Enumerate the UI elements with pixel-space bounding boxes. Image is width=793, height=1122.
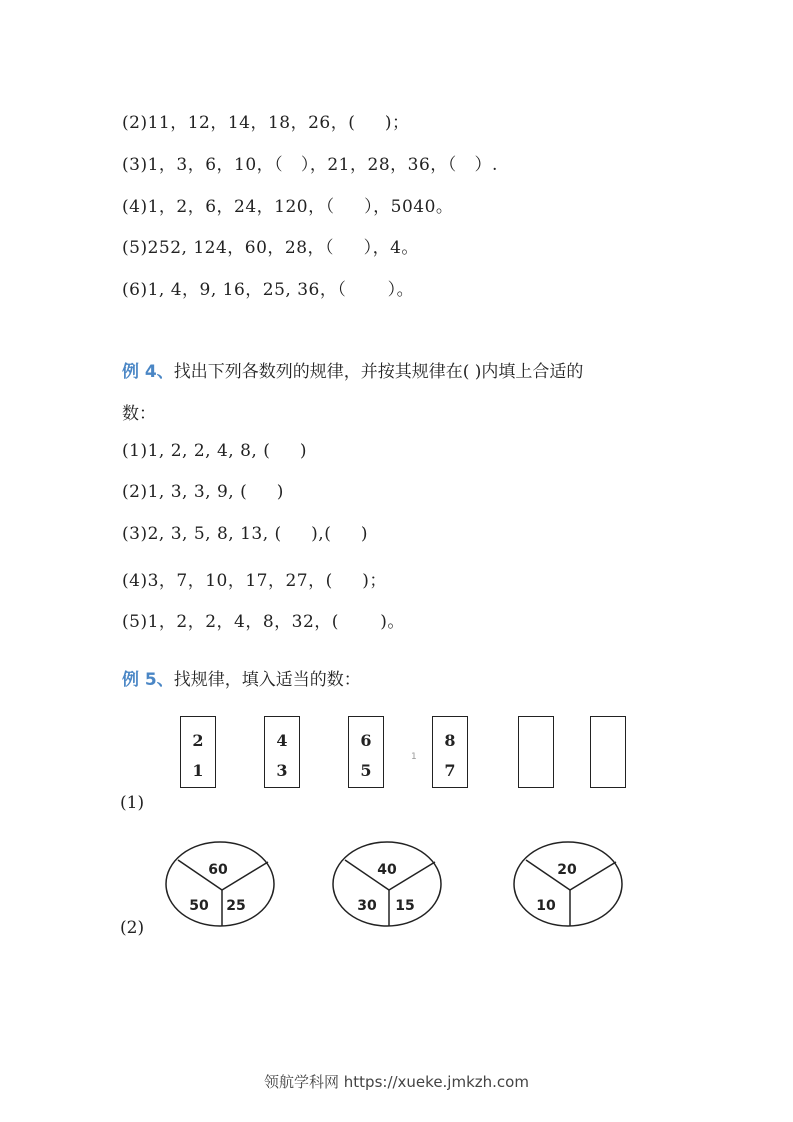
circle-left-number: 10 [536, 898, 556, 914]
circle-outline [166, 842, 274, 926]
circle-diagrams [160, 840, 640, 932]
box-bottom-number: 5 [360, 761, 372, 780]
circle-diagram-3 [514, 842, 622, 926]
number-box [348, 716, 384, 788]
example-4-label: 例 4、 [122, 362, 174, 382]
empty-box [518, 716, 554, 788]
sequence-line-3: (3)1，3，6，10，（ ），21，28，36，（ ）. [122, 155, 498, 175]
number-box [432, 716, 468, 788]
circle-top-number: 40 [377, 862, 397, 878]
part-2-label: (2) [120, 918, 145, 938]
sequence-line-5: (5)252, 124，60，28，（ ），4。 [122, 238, 419, 258]
example-4-item-2: (2)1, 3, 3, 9, ( ) [122, 482, 284, 502]
number-box [264, 716, 300, 788]
example-4-text-cont: 数： [122, 404, 156, 424]
example-5-text: 找规律，填入适当的数： [173, 670, 361, 690]
footer-watermark: 领航学科网 https://xueke.jmkzh.com [264, 1073, 529, 1091]
example-4-item-3: (3)2, 3, 5, 8, 13, ( ),( ) [122, 524, 368, 544]
example-4-item-4: (4)3，7，10，17，27，( )； [122, 571, 387, 591]
circle-top-number: 60 [208, 862, 228, 878]
circle-right-number: 15 [395, 898, 415, 914]
stray-mark: 1 [411, 752, 417, 762]
box-bottom-number: 1 [192, 761, 204, 780]
box-bottom-number: 3 [276, 761, 288, 780]
box-top-number: 2 [192, 731, 204, 750]
example-4-heading [122, 357, 583, 382]
example-4-text: 找出下列各数列的规律，并按其规律在( )内填上合适的 [173, 362, 584, 382]
circle-top-number: 20 [557, 862, 577, 878]
circle-left-number: 50 [189, 898, 209, 914]
circle-diagram-2 [333, 842, 441, 926]
sequence-line-6: (6)1, 4，9, 16，25, 36，（ ）。 [122, 280, 415, 300]
circle-outline [333, 842, 441, 926]
example-4-item-1: (1)1, 2, 2, 4, 8, ( ) [122, 441, 307, 461]
empty-box [590, 716, 626, 788]
example-5-label: 例 5、 [122, 670, 174, 690]
sequence-line-4: (4)1，2，6，24，120，（ ），5040。 [122, 197, 454, 217]
box-top-number: 4 [276, 731, 288, 750]
box-bottom-number: 7 [444, 761, 456, 780]
sequence-line-2: (2)11，12，14，18，26，( )； [122, 113, 410, 133]
circle-left-number: 30 [357, 898, 377, 914]
part-1-label: (1) [120, 793, 145, 813]
example-4-item-5: (5)1，2，2，4，8，32，( )。 [122, 612, 405, 632]
circle-outline [514, 842, 622, 926]
example-5-heading [122, 665, 361, 690]
box-top-number: 8 [444, 731, 456, 750]
box-top-number: 6 [360, 731, 372, 750]
circle-right-number: 25 [226, 898, 246, 914]
number-box [180, 716, 216, 788]
circle-diagram-1 [166, 842, 274, 926]
